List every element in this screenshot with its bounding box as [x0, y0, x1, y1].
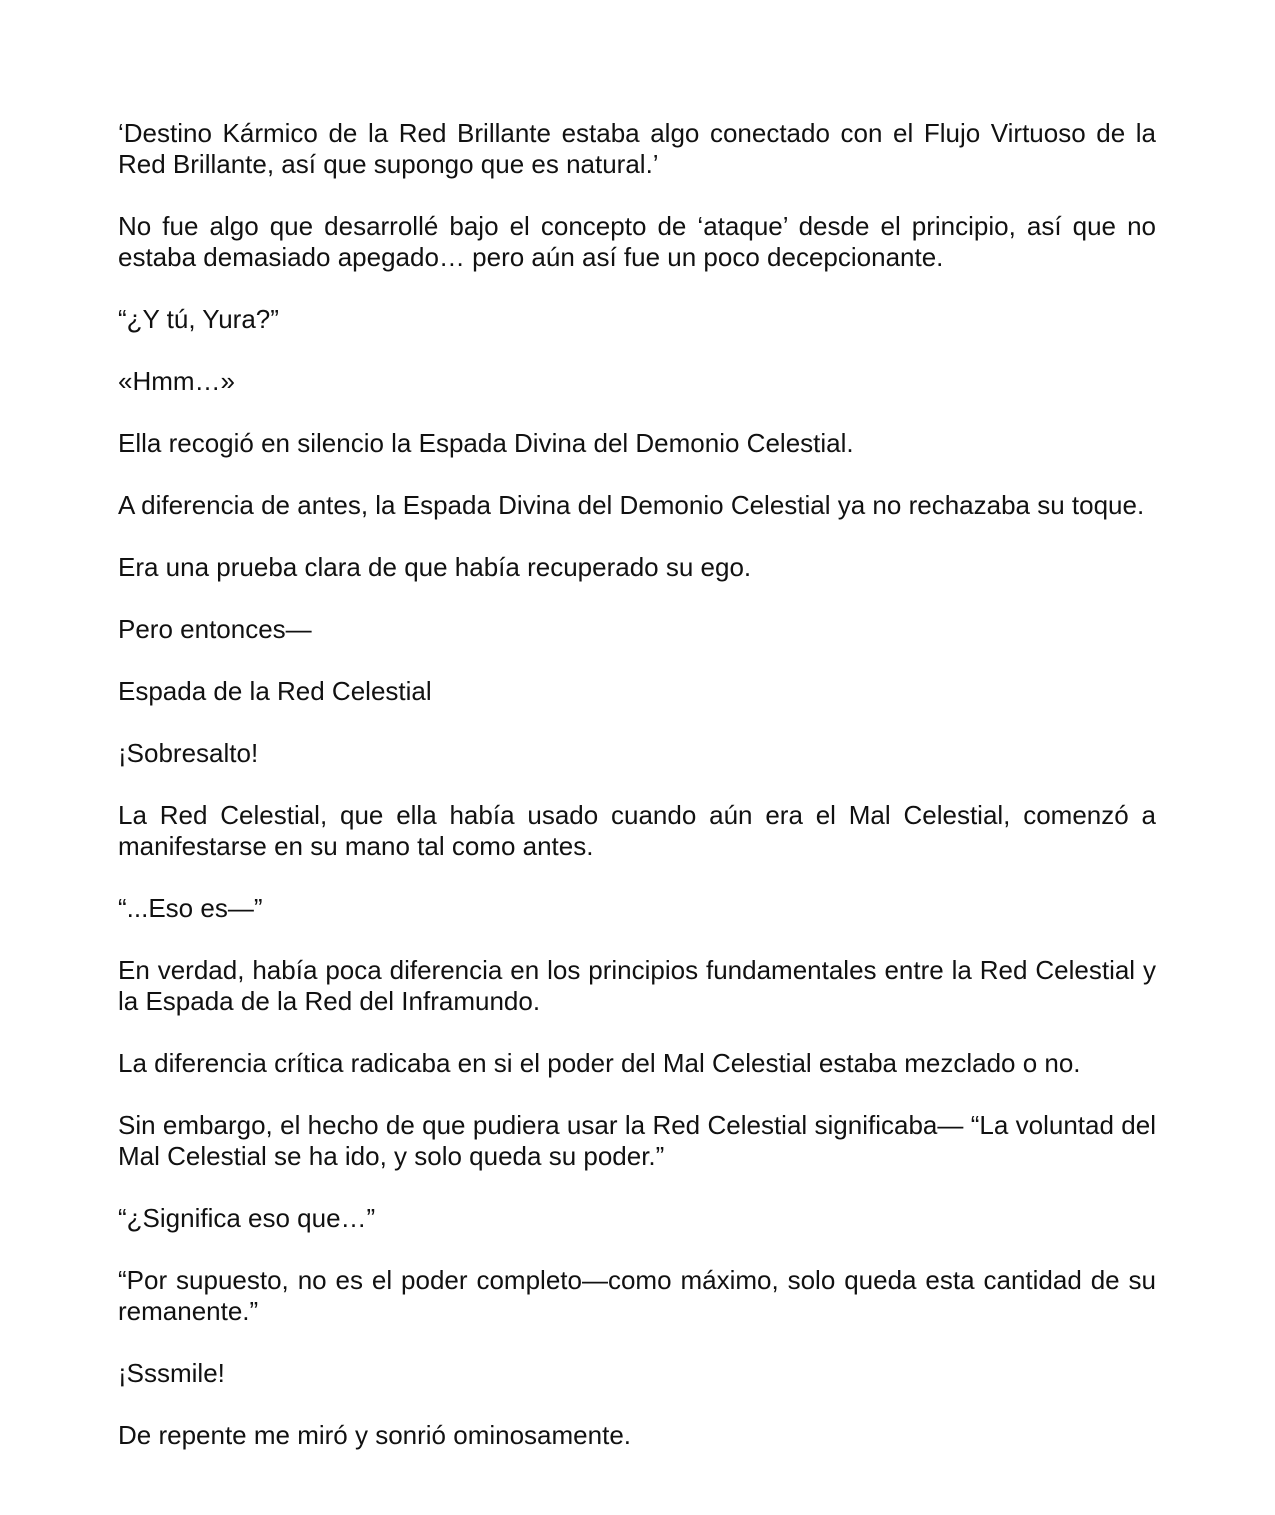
paragraph: ¡Sssmile!: [118, 1358, 225, 1388]
paragraph: «Hmm…»: [118, 366, 236, 396]
paragraph: La Red Celestial, que ella había usado cuando aún era el Mal Celestial, comenzó a manifestarse en su mano tal como antes.: [118, 800, 1156, 861]
paragraph: “...Eso es—”: [118, 893, 263, 923]
paragraph: ¡Sobresalto!: [118, 738, 259, 768]
paragraph: “¿Y tú, Yura?”: [118, 304, 279, 334]
paragraph: Pero entonces—: [118, 614, 312, 644]
paragraph: En verdad, había poca diferencia en los principios fundamentales entre la Red Celestial y la Espada de la Red del Inframundo.: [118, 955, 1156, 1016]
paragraph: Sin embargo, el hecho de que pudiera usar la Red Celestial significaba— “La voluntad del Mal Celestial se ha ido, y solo queda su poder.”: [118, 1110, 1156, 1171]
paragraph: ‘Destino Kármico de la Red Brillante estaba algo conectado con el Flujo Virtuoso de la Red Brillante, así que supongo que es natural.’: [118, 118, 1156, 179]
paragraph: De repente me miró y sonrió ominosamente.: [118, 1420, 632, 1450]
paragraph: “Por supuesto, no es el poder completo—como máximo, solo queda esta cantidad de su remanente.”: [118, 1265, 1156, 1326]
paragraph: “¿Significa eso que…”: [118, 1203, 376, 1233]
paragraph: Espada de la Red Celestial: [118, 676, 432, 706]
paragraph: Era una prueba clara de que había recuperado su ego.: [118, 552, 752, 582]
paragraph: A diferencia de antes, la Espada Divina del Demonio Celestial ya no rechazaba su toque.: [118, 490, 1145, 520]
paragraph: No fue algo que desarrollé bajo el concepto de ‘ataque’ desde el principio, así que no estaba demasiado apegado… pero aún así fue un poco decepcionante.: [118, 211, 1156, 272]
paragraph: La diferencia crítica radicaba en si el poder del Mal Celestial estaba mezclado o no.: [118, 1048, 1081, 1078]
paragraph: Ella recogió en silencio la Espada Divina del Demonio Celestial.: [118, 428, 854, 458]
document-page: [118, 118, 1156, 1451]
